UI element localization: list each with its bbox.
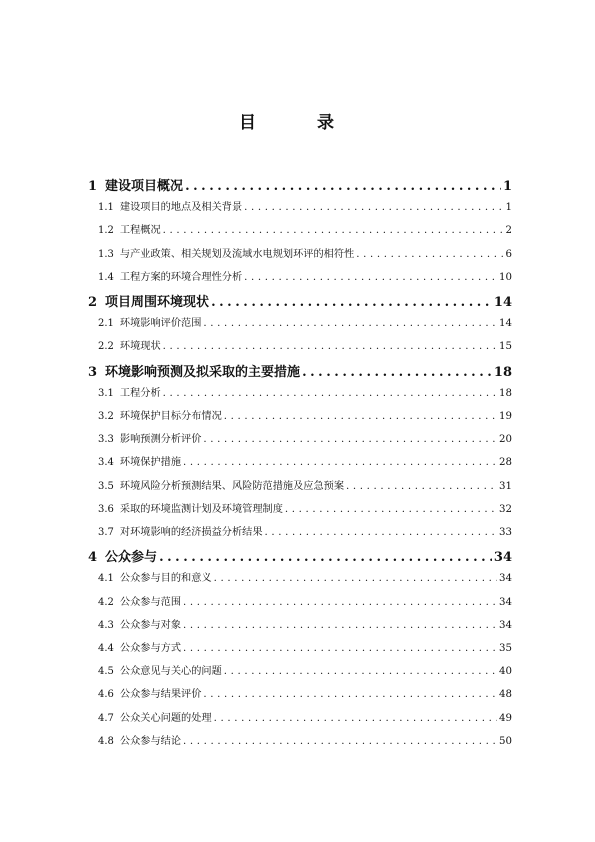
toc-section-entry[interactable] bbox=[98, 523, 512, 538]
toc-entry-number: 2 bbox=[88, 295, 98, 310]
toc-entry-number: 3.7 bbox=[98, 527, 114, 538]
toc-entry-number: 4.2 bbox=[98, 596, 114, 608]
toc-page-number: 20 bbox=[499, 434, 512, 446]
toc-chapter-entry[interactable] bbox=[88, 175, 512, 194]
toc-entry-label: 公众参与目的和意义 bbox=[119, 573, 212, 585]
toc-leader-dots bbox=[285, 504, 497, 515]
toc-chapter-entry[interactable] bbox=[88, 361, 512, 380]
toc-entry-label: 对环境影响的经济损益分析结果 bbox=[119, 527, 263, 538]
toc-leader-dots bbox=[163, 341, 497, 352]
toc-entry-label: 环境影响评价范围 bbox=[119, 318, 202, 330]
toc-entry-number: 3.4 bbox=[98, 457, 114, 469]
toc-entry-label: 公众关心问题的处理 bbox=[119, 712, 212, 724]
toc-entry-label: 影响预测分析评价 bbox=[119, 434, 202, 446]
toc-entry-label: 公众参与结论 bbox=[119, 735, 182, 747]
toc-leader-dots bbox=[265, 527, 498, 538]
toc-entry-number: 1 bbox=[88, 179, 98, 194]
toc-entry-label: 工程分析 bbox=[119, 387, 161, 399]
toc-leader-dots bbox=[302, 365, 492, 380]
toc-section-entry[interactable] bbox=[98, 569, 512, 584]
toc-section-entry[interactable] bbox=[98, 477, 512, 492]
toc-chapter-entry[interactable] bbox=[88, 546, 512, 565]
toc-entry-number: 4.5 bbox=[98, 666, 114, 678]
toc-page-number: 34 bbox=[499, 596, 512, 608]
toc-leader-dots bbox=[244, 202, 503, 213]
toc-leader-dots bbox=[346, 481, 497, 492]
toc-page-number: 19 bbox=[499, 411, 512, 422]
toc-entry-label: 环境现状 bbox=[119, 341, 161, 353]
toc-page-number: 1 bbox=[502, 179, 512, 194]
toc-chapter-entry[interactable] bbox=[88, 291, 512, 310]
toc-entry-label: 公众参与对象 bbox=[119, 619, 182, 631]
toc-section-entry[interactable] bbox=[98, 453, 512, 468]
toc-section-entry[interactable] bbox=[98, 430, 512, 445]
toc-leader-dots bbox=[203, 434, 497, 445]
toc-section-entry[interactable] bbox=[98, 709, 512, 724]
toc-entry-label: 工程方案的环境合理性分析 bbox=[119, 271, 243, 283]
toc-leader-dots bbox=[224, 666, 497, 677]
toc-leader-dots bbox=[159, 550, 492, 565]
toc-entry-label: 与产业政策、相关规划及流域水电规划环评的相符性 bbox=[119, 248, 355, 260]
toc-leader-dots bbox=[224, 411, 497, 422]
toc-section-entry[interactable] bbox=[98, 268, 512, 283]
toc-section-entry[interactable] bbox=[98, 732, 512, 747]
toc-page-number: 50 bbox=[499, 735, 512, 747]
toc-page-number: 6 bbox=[505, 248, 512, 260]
toc-entry-label: 公众参与结果评价 bbox=[119, 689, 202, 701]
toc-page-number: 31 bbox=[499, 480, 512, 492]
toc-leader-dots bbox=[183, 597, 497, 608]
toc-entry-label: 公众参与方式 bbox=[119, 643, 182, 654]
toc-entry-number: 1.2 bbox=[98, 225, 114, 237]
toc-page-number: 34 bbox=[499, 573, 512, 585]
toc-entry-number: 3.6 bbox=[98, 503, 114, 515]
toc-entry-number: 4.3 bbox=[98, 619, 114, 631]
toc-page-number: 49 bbox=[499, 712, 512, 724]
toc-page-number: 15 bbox=[499, 341, 512, 353]
toc-page-number: 34 bbox=[499, 619, 512, 631]
toc-section-entry[interactable] bbox=[98, 616, 512, 631]
toc-entry-number: 1.4 bbox=[98, 271, 114, 283]
toc-entry-label: 建设项目的地点及相关背景 bbox=[119, 202, 243, 214]
toc-entry-number: 4.7 bbox=[98, 712, 114, 724]
toc-leader-dots bbox=[244, 272, 497, 283]
toc-section-entry[interactable] bbox=[98, 221, 512, 236]
toc-entry-number: 3.2 bbox=[98, 411, 114, 422]
toc-entry-number: 4.6 bbox=[98, 689, 114, 701]
toc-leader-dots bbox=[356, 249, 503, 260]
toc-entry-label: 采取的环境监测计划及环境管理制度 bbox=[119, 503, 283, 515]
toc-section-entry[interactable] bbox=[98, 198, 512, 213]
toc-page-number: 48 bbox=[499, 689, 512, 701]
toc-leader-dots bbox=[185, 179, 501, 194]
toc-section-entry[interactable] bbox=[98, 639, 512, 654]
toc-page-number: 14 bbox=[499, 318, 512, 330]
toc-entry-number: 4.4 bbox=[98, 643, 114, 654]
toc-entry-number: 3.1 bbox=[98, 387, 114, 399]
toc-entry-number: 2.2 bbox=[98, 341, 114, 353]
toc-leader-dots bbox=[214, 713, 497, 724]
toc-page-number: 2 bbox=[505, 225, 512, 237]
toc-page-number: 14 bbox=[493, 295, 512, 310]
toc-section-entry[interactable] bbox=[98, 245, 512, 260]
toc-entry-label: 公众参与范围 bbox=[119, 596, 182, 608]
toc-entry-number: 2.1 bbox=[98, 318, 114, 330]
toc-section-entry[interactable] bbox=[98, 685, 512, 700]
toc-section-entry[interactable] bbox=[98, 314, 512, 329]
toc-entry-label: 项目周围环境现状 bbox=[105, 295, 210, 310]
toc-section-entry[interactable] bbox=[98, 337, 512, 352]
toc-section-entry[interactable] bbox=[98, 662, 512, 677]
toc-page-number: 34 bbox=[493, 550, 512, 566]
toc-leader-dots bbox=[163, 225, 504, 236]
toc-entry-label: 环境保护措施 bbox=[119, 457, 182, 469]
toc-leader-dots bbox=[183, 643, 497, 654]
toc-entry-label: 建设项目概况 bbox=[105, 179, 184, 194]
toc-leader-dots bbox=[163, 388, 497, 399]
page-title: 目 录 bbox=[239, 113, 356, 133]
toc-entry-label: 公众意见与关心的问题 bbox=[119, 666, 222, 678]
toc-page-number: 35 bbox=[499, 643, 512, 654]
toc-entry-number: 4.1 bbox=[98, 573, 114, 585]
toc-entry-number: 4 bbox=[88, 550, 98, 566]
toc-leader-dots bbox=[203, 689, 497, 700]
toc-page-number: 28 bbox=[499, 457, 512, 469]
toc-section-entry[interactable] bbox=[98, 407, 512, 422]
toc-entry-number: 4.8 bbox=[98, 735, 114, 747]
toc-page-number: 33 bbox=[499, 527, 512, 538]
toc-page-number: 1 bbox=[505, 202, 512, 214]
toc-leader-dots bbox=[183, 620, 497, 631]
toc-page-number: 32 bbox=[499, 503, 512, 515]
toc-entry-number: 1.3 bbox=[98, 248, 114, 260]
toc-section-entry[interactable] bbox=[98, 384, 512, 399]
toc-entry-label: 工程概况 bbox=[119, 225, 161, 237]
toc-entry-number: 3 bbox=[88, 364, 98, 380]
toc-entry-label: 环境风险分析预测结果、风险防范措施及应急预案 bbox=[119, 480, 345, 492]
toc-leader-dots bbox=[183, 736, 497, 747]
toc-section-entry[interactable] bbox=[98, 500, 512, 515]
toc-entry-label: 环境保护目标分布情况 bbox=[119, 411, 222, 422]
toc-entry-label: 环境影响预测及拟采取的主要措施 bbox=[105, 364, 301, 380]
toc-leader-dots bbox=[183, 457, 497, 468]
toc-entry-number: 3.3 bbox=[98, 434, 114, 446]
toc-entry-label: 公众参与 bbox=[105, 550, 158, 566]
toc-page-number: 10 bbox=[499, 271, 512, 283]
toc-page-number: 18 bbox=[499, 387, 512, 399]
toc-section-entry[interactable] bbox=[98, 593, 512, 608]
toc-entry-number: 1.1 bbox=[98, 202, 114, 214]
toc-leader-dots bbox=[214, 573, 497, 584]
toc-entry-number: 3.5 bbox=[98, 480, 114, 492]
toc-leader-dots bbox=[203, 318, 497, 329]
toc-page-number: 18 bbox=[493, 364, 512, 380]
toc-page-number: 40 bbox=[499, 666, 512, 678]
toc-leader-dots bbox=[211, 295, 492, 310]
